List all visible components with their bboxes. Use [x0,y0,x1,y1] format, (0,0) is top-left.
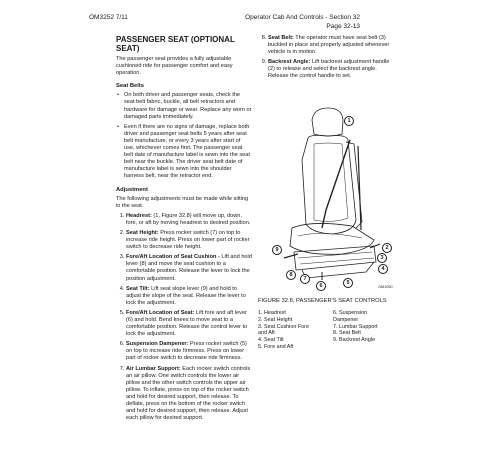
legend-item: 6. Suspension Dampener [333,310,368,323]
callout-marker: 1 [344,116,354,126]
adjustment-steps-continued [258,35,392,81]
seat-belt-shape [322,140,350,228]
seat-belt-bullets [116,92,252,180]
legend-item: 4. Seat Tilt [258,337,284,344]
seat-base-shape [294,246,376,270]
section-title: Operator Cab And Controls - Section 32 [245,14,360,21]
legend-item: 1. Headrest [258,310,286,316]
legend-column-left [258,310,333,351]
section-heading: PASSENGER SEAT (OPTIONAL SEAT) [116,35,235,53]
legend-item: 7. Lumbar Support [333,323,378,330]
adjustment-steps [116,213,252,423]
bullet-item: • On both driver and passenger seats, check the seat belt fabric, buckle, all belt retractors and hardware for damage or wear. Replace any worn or damaged parts immediately. [124,92,252,120]
step-item: 3. Fore/Aft Location of Seat Cushion - Lift and hold lever (8) and move the seat cushion to a comfortable position. Release the lever to lock the position adjustment. [126,254,252,282]
legend-item: 2. Seat Height [258,316,293,323]
headrest-shape [312,108,343,136]
step-item: 8. Seat Belt: The operator must have seat belt (3) buckled in place and properly adjusted whenever vehicle is in motion. [268,35,392,56]
callout-marker: 5 [343,278,353,288]
step-item: 1. Headrest: (1, Figure 32.8) will move up, down, fore, or aft by moving headrest to desired position. [126,213,252,227]
page-number: Page 32-13 [326,22,360,30]
callout-marker: 4 [378,264,388,274]
callout-marker: 8 [286,270,296,280]
step-item: 5. Fore/Aft Location of Seat: Lift fore and aft lever (6) and hold. Bend knees to move seat to a comfortable position. Release the control lever to lock the adjustment. [126,310,252,338]
callout-marker: 6 [316,281,326,291]
figure-legend [258,310,408,351]
step-item: 7. Air Lumbar Support: Each rocker switch controls an air pillow. One switch controls the lower air pillow and the other switch controls the upper air pillow. To inflate, press on top of the rocker switch and hold for desired support, then release. To deflate, press on the bottom of the rocker switch and hold for desired support, then release. Adjust each pillow for desired support. [126,366,252,423]
legend-column-right [333,310,408,351]
legend-item: 5. Fore and Aft [258,343,294,350]
figure-id: OM1050 [378,285,393,289]
left-column [116,35,252,425]
step-item: 4. Seat Tilt: Lift seat slope lever (9) and hold to adjust the slope of the seat. Release the lever to lock the adjustment. [126,286,252,307]
doc-id: OM3252 7/11 [89,14,128,21]
seat-belts-heading: Seat Belts [116,83,145,90]
step-item: 6. Suspension Dampener: Press rocker switch (5) on top to increase ride firmness. Press on lower part of rocker switch to decrease ride firmness. [126,341,252,362]
legend-item: 9. Backrest Angle [333,337,375,344]
callout-marker: 3 [377,253,387,263]
bullet-item: • Even if there are no signs of damage, replace both driver and passenger seat belts 5 years after seat belt manufacture, or every 3 years after start of use, whichever comes first. The passenger seat belt date of manufacture label is sewn into the seat belt near the buckle. The driver seat belt date of manufacture label is sewn into the shoulder harness belt, near the retractor end. [124,124,252,181]
right-column [258,35,392,84]
adjustment-intro: The following adjustments must be made while sitting in the seat. [116,195,249,209]
callout-marker: 9 [272,245,282,255]
seat-illustration [262,100,394,296]
figure-caption: FIGURE 32.8, PASSENGER'S SEAT CONTROLS [258,298,387,304]
callout-marker: 2 [382,243,392,253]
page-header [245,14,360,31]
step-item: 9. Backrest Angle: Lift backrest adjustment handle (2) to release and select the backrest angle. Release the control handle to set. [268,59,392,80]
step-item: 2. Seat Height: Press rocker switch (7) on top to increase ride height. Press on lower part of rocker switch to decrease ride height. [126,230,252,251]
adjustment-heading: Adjustment [116,186,148,193]
intro-paragraph: The passenger seat provides a fully adjustable cushioned ride for passenger comfort and easy operation. [116,56,233,77]
legend-item: 8. Seat Belt [333,330,361,337]
legend-item: 3. Seat Cushion Fore and Aft [258,323,309,337]
callout-marker: 7 [300,274,310,284]
backrest-shape [302,135,356,234]
